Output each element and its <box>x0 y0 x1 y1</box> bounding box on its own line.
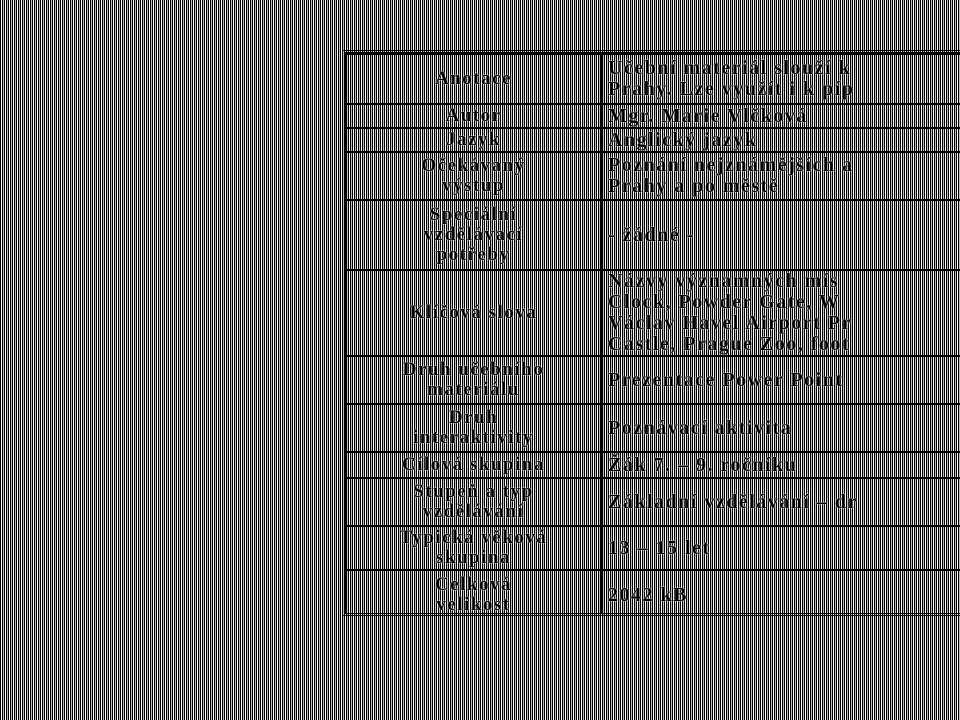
table-row-author <box>346 104 960 128</box>
education-level-value <box>601 478 960 526</box>
label-line: Druh <box>448 407 499 428</box>
expected-outcome-value <box>601 152 960 200</box>
label-line: Jazyk <box>446 129 501 150</box>
author-label <box>346 104 601 128</box>
table-row-expected-outcome <box>346 152 960 200</box>
label-line: interaktivity <box>413 427 534 448</box>
value-line: Základní vzdělávání – dr <box>608 490 858 513</box>
label-line: Typická věková <box>399 527 548 548</box>
label-line: Anotace <box>435 68 512 89</box>
value-line: - žádné - <box>608 223 695 246</box>
language-label <box>346 128 601 152</box>
label-line: Speciální <box>429 204 518 225</box>
table-row-interactivity-type <box>346 404 960 452</box>
annotation-label <box>346 54 601 104</box>
total-size-label <box>346 570 601 616</box>
special-needs-value <box>601 200 960 270</box>
label-line: Očekávaný <box>421 155 526 176</box>
label-line: potřeby <box>436 244 511 265</box>
value-line: Učební materiál slouží k <box>608 57 852 79</box>
table-row-annotation <box>346 54 960 104</box>
age-group-label <box>346 526 601 570</box>
label-line: skupina <box>436 547 511 568</box>
age-group-value <box>601 526 960 570</box>
value-line: Mgr. Marie Vlčková <box>608 104 808 127</box>
total-size-value <box>601 570 960 616</box>
expected-outcome-label <box>346 152 601 200</box>
keywords-label <box>346 270 601 356</box>
table-row-language <box>346 128 960 152</box>
label-line: Stupeň a typ <box>413 481 534 502</box>
interactivity-type-label <box>346 404 601 452</box>
table-row-special-needs <box>346 200 960 270</box>
target-group-value <box>601 452 960 478</box>
value-line: 2042 kB <box>608 583 688 606</box>
metadata-grid <box>345 53 960 616</box>
value-line: Poznávací aktivita <box>608 416 793 439</box>
metadata-table <box>342 50 960 616</box>
label-line: vzdělávací <box>423 224 524 245</box>
label-line: velikost <box>436 594 511 615</box>
value-line: Václav Havel Airport Pr <box>608 312 852 334</box>
language-value <box>601 128 960 152</box>
label-line: Klíčová slova <box>409 302 538 323</box>
value-line: Názvy významných mís <box>608 270 840 292</box>
target-group-label <box>346 452 601 478</box>
value-line: Castle, Prague Zoo, foot <box>608 333 851 355</box>
table-row-keywords <box>346 270 960 356</box>
table-row-age-group <box>346 526 960 570</box>
value-line: Poznání nejznámějších a <box>608 154 854 176</box>
label-line: Druh učebního <box>402 359 545 380</box>
value-line: Žák 7. – 9. ročníku <box>608 453 798 476</box>
table-row-material-type <box>346 356 960 404</box>
education-level-label <box>346 478 601 526</box>
value-line: 13 – 15 let <box>608 536 711 559</box>
material-type-label <box>346 356 601 404</box>
label-line: Autor <box>445 105 502 126</box>
value-line: Clock, Powder Gate, W <box>608 291 841 313</box>
table-row-target-group <box>346 452 960 478</box>
special-needs-label <box>346 200 601 270</box>
author-value <box>601 104 960 128</box>
annotation-value <box>601 54 960 104</box>
label-line: výstup <box>442 175 505 196</box>
value-line: Prahy. Lze využít i k píp <box>608 78 855 100</box>
value-line: Prezentace Power Point <box>608 368 844 391</box>
keywords-value <box>601 270 960 356</box>
label-line: vzdělávání <box>422 501 525 522</box>
table-row-education-level <box>346 478 960 526</box>
value-line: Prahy a po městě <box>608 175 780 197</box>
label-line: Cílová skupina <box>402 454 545 475</box>
label-line: Celková <box>435 574 512 595</box>
interactivity-type-value <box>601 404 960 452</box>
value-line: Anglický jazyk <box>608 128 758 151</box>
table-row-total-size <box>346 570 960 616</box>
material-type-value <box>601 356 960 404</box>
label-line: materiálu <box>427 379 520 400</box>
